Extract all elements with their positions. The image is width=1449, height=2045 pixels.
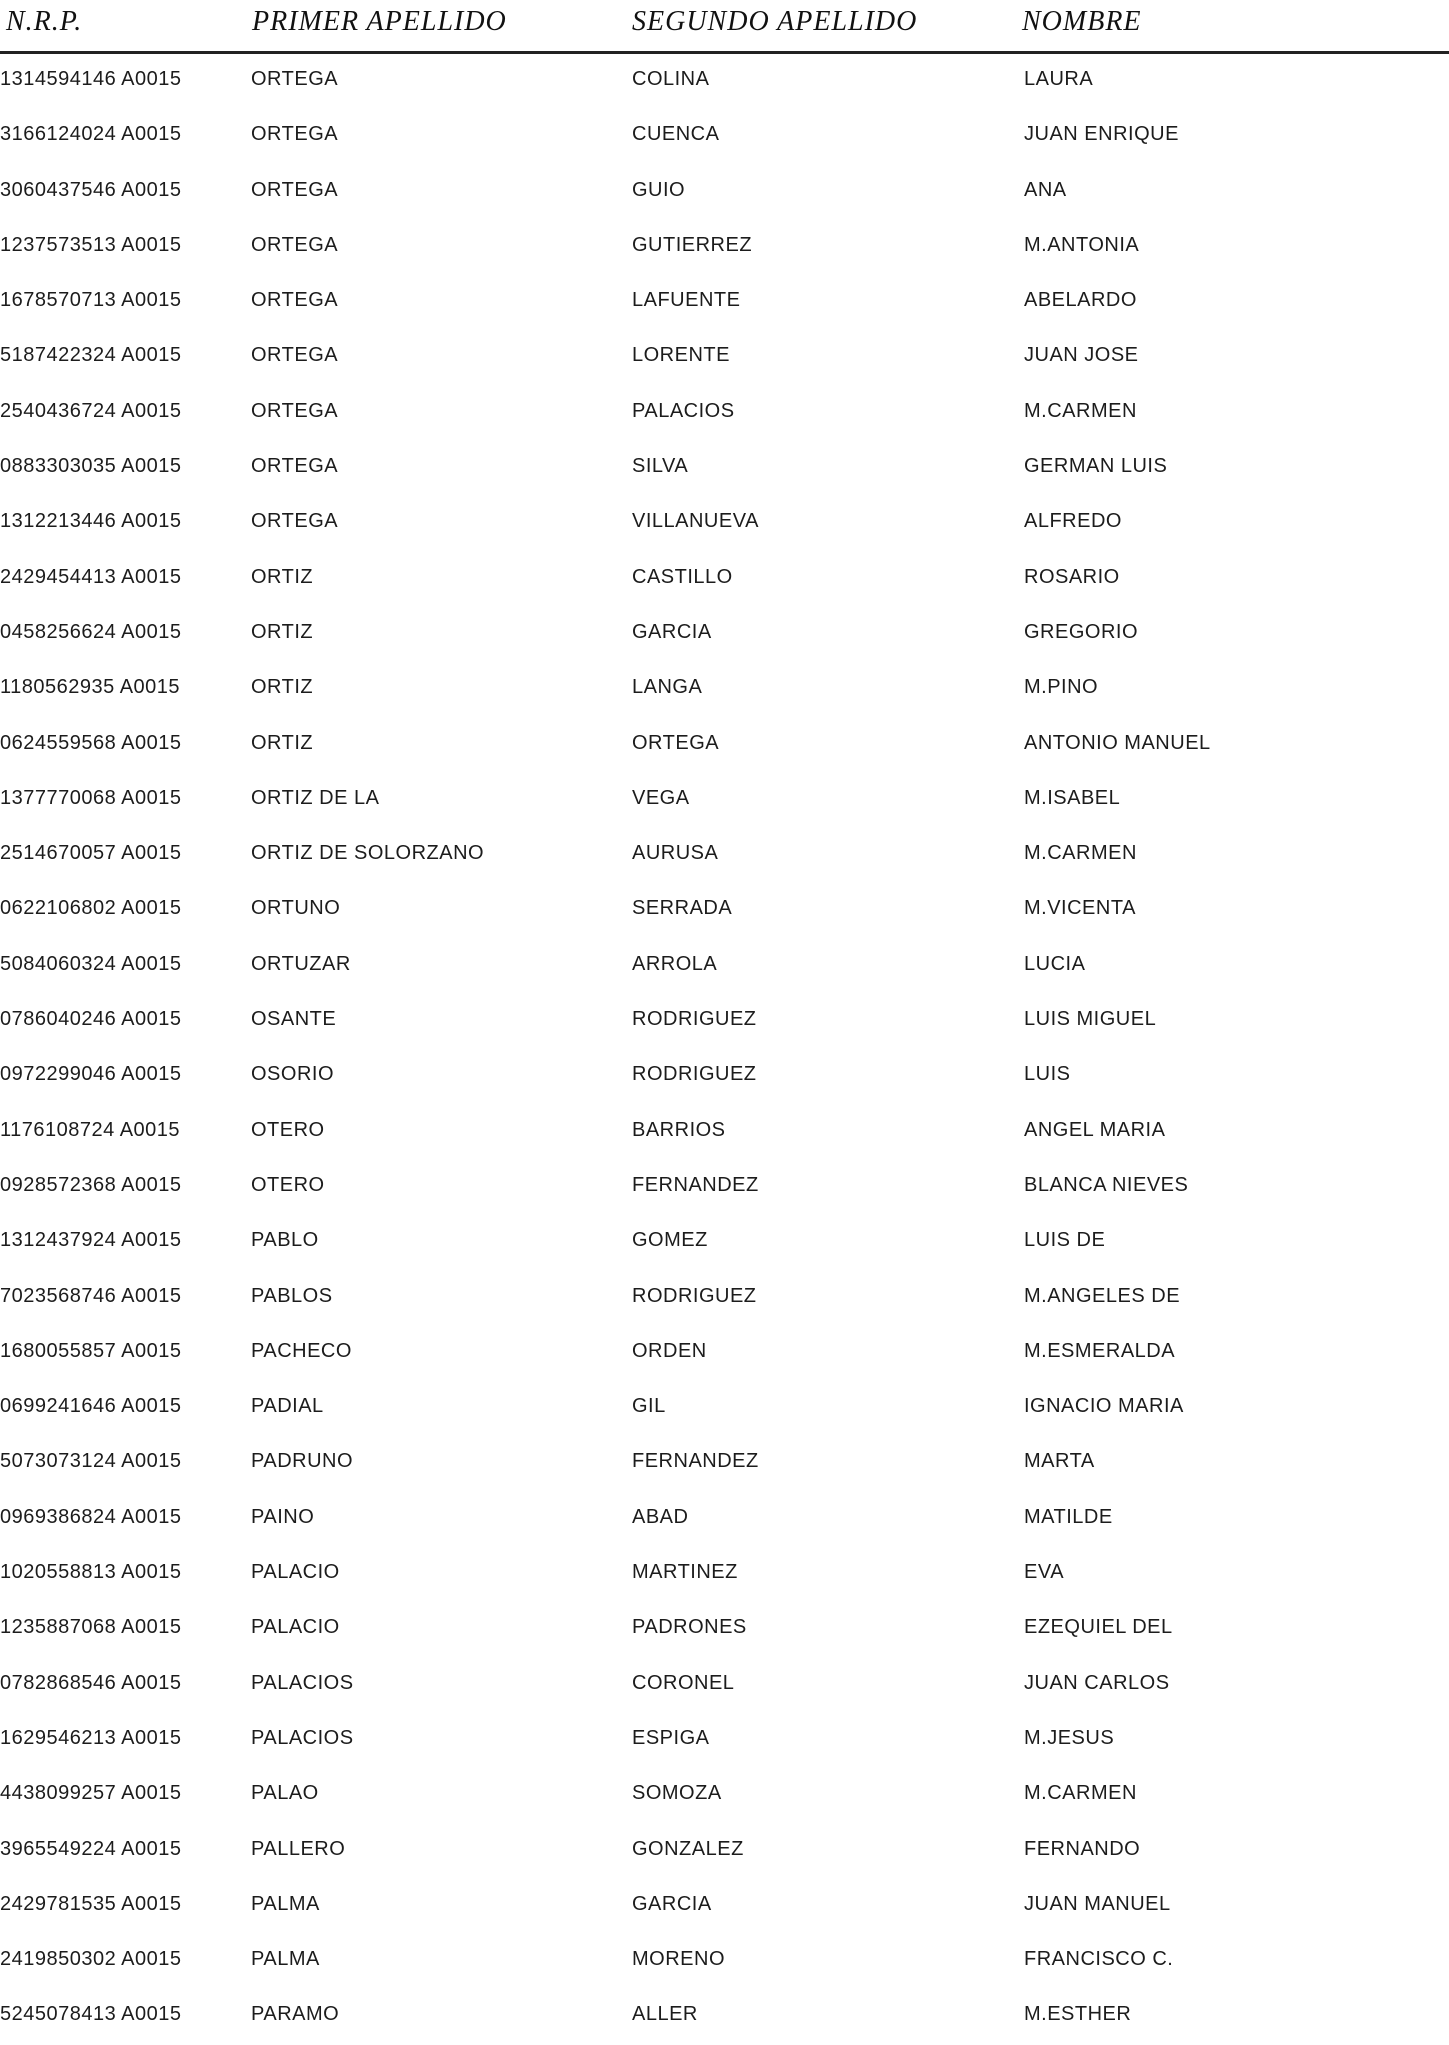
cell-nombre: M.CARMEN [1024,842,1137,865]
cell-nombre: LUIS [1024,1063,1071,1086]
cell-nombre: ROSARIO [1024,565,1120,588]
cell-nombre: JUAN CARLOS [1024,1671,1170,1694]
cell-nrp: 0458256624 A0015 [0,620,182,643]
table-row [0,496,1449,551]
table-row [0,1271,1449,1326]
cell-segundo-apellido: ORTEGA [632,731,720,754]
cell-segundo-apellido: GONZALEZ [632,1837,744,1860]
cell-primer-apellido: PABLOS [251,1284,333,1307]
cell-segundo-apellido: ABAD [632,1505,689,1528]
cell-primer-apellido: PALMA [251,1948,320,1971]
cell-segundo-apellido: LANGA [632,676,703,699]
table-row [0,1049,1449,1104]
cell-segundo-apellido: RODRIGUEZ [632,1008,757,1031]
cell-primer-apellido: ORTIZ DE SOLORZANO [251,842,485,865]
cell-segundo-apellido: PADRONES [632,1616,747,1639]
cell-nrp: 1020558813 A0015 [0,1561,182,1584]
cell-segundo-apellido: ALLER [632,2003,698,2026]
table-row [0,1215,1449,1270]
cell-nrp: 1176108724 A0015 [0,1118,181,1141]
cell-segundo-apellido: FERNANDEZ [632,1173,759,1196]
cell-nrp: 2419850302 A0015 [0,1948,182,1971]
cell-segundo-apellido: BARRIOS [632,1118,726,1141]
cell-nrp: 1314594146 A0015 [0,68,182,90]
cell-primer-apellido: ORTIZ [251,731,314,754]
table-row [0,441,1449,496]
cell-nombre: M.CARMEN [1024,399,1137,422]
header-primer-apellido: PRIMER APELLIDO [252,6,507,37]
cell-nrp: 1237573513 A0015 [0,233,182,256]
cell-segundo-apellido: ORDEN [632,1339,707,1362]
cell-nrp: 1312437924 A0015 [0,1229,182,1252]
cell-segundo-apellido: VILLANUEVA [632,510,759,533]
header-segundo-apellido: SEGUNDO APELLIDO [632,6,918,37]
cell-segundo-apellido: ARROLA [632,952,718,975]
cell-nrp: 3060437546 A0015 [0,178,182,201]
cell-primer-apellido: OSANTE [251,1008,337,1031]
table-row [0,1934,1449,1989]
table-row [0,1658,1449,1713]
cell-nombre: MARTA [1024,1450,1095,1473]
table-header [0,0,1449,52]
cell-nombre: ALFREDO [1024,510,1122,533]
table-row [0,1989,1449,2044]
cell-nrp: 2540436724 A0015 [0,399,182,422]
cell-segundo-apellido: GARCIA [632,620,712,643]
cell-segundo-apellido: PALACIOS [632,399,735,422]
cell-primer-apellido: ORTEGA [251,289,339,312]
table-row [0,330,1449,385]
cell-primer-apellido: PALAO [251,1782,319,1805]
cell-nombre: M.ISABEL [1024,786,1121,809]
cell-nrp: 5073073124 A0015 [0,1450,182,1473]
cell-segundo-apellido: SERRADA [632,897,733,920]
header-nombre: NOMBRE [1022,6,1142,37]
cell-nombre: JUAN ENRIQUE [1024,123,1179,146]
cell-nrp: 0699241646 A0015 [0,1395,182,1418]
table-row [0,994,1449,1049]
header-nrp: N.R.P. [6,6,83,37]
table-row [0,386,1449,441]
cell-nrp: 3166124024 A0015 [0,123,182,146]
cell-nombre: LUIS DE [1024,1229,1106,1252]
cell-nombre: EZEQUIEL DEL [1024,1616,1173,1639]
cell-segundo-apellido: GUTIERREZ [632,233,753,256]
cell-primer-apellido: ORTIZ [251,620,314,643]
cell-primer-apellido: ORTUNO [251,897,341,920]
cell-nrp: 0786040246 A0015 [0,1008,182,1031]
cell-primer-apellido: ORTEGA [251,68,339,90]
cell-primer-apellido: ORTIZ DE LA [251,786,380,809]
table-row [0,220,1449,275]
cell-nrp: 1180562935 A0015 [0,676,181,699]
table-row [0,607,1449,662]
cell-nombre: GERMAN LUIS [1024,455,1168,478]
cell-primer-apellido: ORTIZ [251,565,314,588]
table-row [0,828,1449,883]
cell-primer-apellido: ORTEGA [251,510,339,533]
cell-nrp: 5084060324 A0015 [0,952,182,975]
table-body [0,54,1449,2045]
cell-nrp: 1312213446 A0015 [0,510,182,533]
cell-primer-apellido: ORTUZAR [251,952,351,975]
cell-nombre: M.VICENTA [1024,897,1136,920]
cell-nombre: M.CARMEN [1024,1782,1137,1805]
table-row [0,1105,1449,1160]
cell-nombre: JUAN MANUEL [1024,1892,1171,1915]
table-row [0,1381,1449,1436]
cell-primer-apellido: OSORIO [251,1063,335,1086]
cell-primer-apellido: PALLERO [251,1837,346,1860]
cell-primer-apellido: PALACIO [251,1561,340,1584]
cell-nombre: FRANCISCO C. [1024,1948,1174,1971]
table-row [0,275,1449,330]
cell-nrp: 1629546213 A0015 [0,1726,182,1749]
table-row [0,54,1449,109]
cell-primer-apellido: PACHECO [251,1339,352,1362]
cell-nrp: 0928572368 A0015 [0,1173,182,1196]
cell-primer-apellido: ORTIZ [251,676,314,699]
table-row [0,939,1449,994]
cell-nombre: MATILDE [1024,1505,1113,1528]
cell-segundo-apellido: SILVA [632,455,689,478]
cell-segundo-apellido: GARCIA [632,1892,712,1915]
cell-segundo-apellido: RODRIGUEZ [632,1063,757,1086]
cell-segundo-apellido: CUENCA [632,123,720,146]
cell-nombre: GREGORIO [1024,620,1139,643]
cell-primer-apellido: PABLO [251,1229,319,1252]
cell-nombre: JUAN JOSE [1024,344,1139,367]
cell-nombre: M.PINO [1024,676,1099,699]
table-row [0,1768,1449,1823]
cell-nombre: FERNANDO [1024,1837,1141,1860]
cell-nrp: 0782868546 A0015 [0,1671,182,1694]
table-row [0,1160,1449,1215]
cell-primer-apellido: PADRUNO [251,1450,354,1473]
cell-primer-apellido: PARAMO [251,2003,340,2026]
cell-primer-apellido: PADIAL [251,1395,324,1418]
cell-segundo-apellido: GIL [632,1395,666,1418]
cell-nrp: 0624559568 A0015 [0,731,182,754]
cell-nrp: 2429454413 A0015 [0,565,182,588]
cell-segundo-apellido: SOMOZA [632,1782,722,1805]
table-row [0,552,1449,607]
cell-nombre: M.ANTONIA [1024,233,1140,256]
cell-segundo-apellido: CORONEL [632,1671,735,1694]
cell-nombre: LAURA [1024,68,1094,90]
cell-nrp: 0969386824 A0015 [0,1505,182,1528]
cell-primer-apellido: ORTEGA [251,233,339,256]
cell-nombre: LUCIA [1024,952,1086,975]
cell-primer-apellido: OTERO [251,1173,325,1196]
table-row [0,165,1449,220]
cell-nombre: ANGEL MARIA [1024,1118,1166,1141]
cell-nrp: 2514670057 A0015 [0,842,182,865]
cell-segundo-apellido: MARTINEZ [632,1561,738,1584]
table-row [0,718,1449,773]
cell-segundo-apellido: GOMEZ [632,1229,708,1252]
cell-segundo-apellido: VEGA [632,786,690,809]
cell-nombre: ABELARDO [1024,289,1137,312]
cell-primer-apellido: PALACIO [251,1616,340,1639]
table-row [0,1547,1449,1602]
cell-nrp: 1678570713 A0015 [0,289,182,312]
cell-segundo-apellido: AURUSA [632,842,719,865]
cell-nombre: EVA [1024,1561,1065,1584]
cell-nrp: 5187422324 A0015 [0,344,182,367]
table-row [0,883,1449,938]
cell-nombre: IGNACIO MARIA [1024,1395,1184,1418]
cell-nombre: M.ESTHER [1024,2003,1132,2026]
cell-segundo-apellido: FERNANDEZ [632,1450,759,1473]
cell-nrp: 1235887068 A0015 [0,1616,182,1639]
table-row [0,1713,1449,1768]
table-row [0,109,1449,164]
table-row [0,773,1449,828]
cell-nrp: 0622106802 A0015 [0,897,182,920]
cell-primer-apellido: ORTEGA [251,123,339,146]
cell-nombre: ANTONIO MANUEL [1024,731,1211,754]
cell-primer-apellido: PALACIOS [251,1726,354,1749]
cell-primer-apellido: ORTEGA [251,178,339,201]
cell-nombre: M.ESMERALDA [1024,1339,1176,1362]
cell-segundo-apellido: ESPIGA [632,1726,710,1749]
cell-nombre: BLANCA NIEVES [1024,1173,1189,1196]
table-row [0,1602,1449,1657]
cell-nrp: 5245078413 A0015 [0,2003,182,2026]
cell-nrp: 0972299046 A0015 [0,1063,182,1086]
cell-nrp: 0883303035 A0015 [0,455,182,478]
cell-segundo-apellido: GUIO [632,178,686,201]
table-row [0,1879,1449,1934]
table-row [0,1436,1449,1491]
cell-nombre: M.JESUS [1024,1726,1115,1749]
table-row [0,662,1449,717]
cell-nombre: LUIS MIGUEL [1024,1008,1157,1031]
cell-primer-apellido: ORTEGA [251,344,339,367]
cell-primer-apellido: PAINO [251,1505,315,1528]
cell-nrp: 1680055857 A0015 [0,1339,182,1362]
cell-segundo-apellido: LAFUENTE [632,289,741,312]
table-row [0,1326,1449,1381]
cell-primer-apellido: PALMA [251,1892,320,1915]
cell-primer-apellido: ORTEGA [251,455,339,478]
cell-segundo-apellido: MORENO [632,1948,725,1971]
cell-primer-apellido: OTERO [251,1118,325,1141]
table-row [0,1492,1449,1547]
cell-segundo-apellido: RODRIGUEZ [632,1284,757,1307]
cell-nrp: 2429781535 A0015 [0,1892,182,1915]
cell-segundo-apellido: CASTILLO [632,565,733,588]
cell-primer-apellido: PALACIOS [251,1671,354,1694]
cell-primer-apellido: ORTEGA [251,399,339,422]
cell-nombre: ANA [1024,178,1067,201]
cell-nrp: 4438099257 A0015 [0,1782,182,1805]
table-row [0,1824,1449,1879]
cell-segundo-apellido: COLINA [632,68,710,90]
cell-nrp: 3965549224 A0015 [0,1837,182,1860]
cell-nrp: 1377770068 A0015 [0,786,182,809]
cell-nrp: 7023568746 A0015 [0,1284,182,1307]
cell-nombre: M.ANGELES DE [1024,1284,1181,1307]
cell-segundo-apellido: LORENTE [632,344,730,367]
